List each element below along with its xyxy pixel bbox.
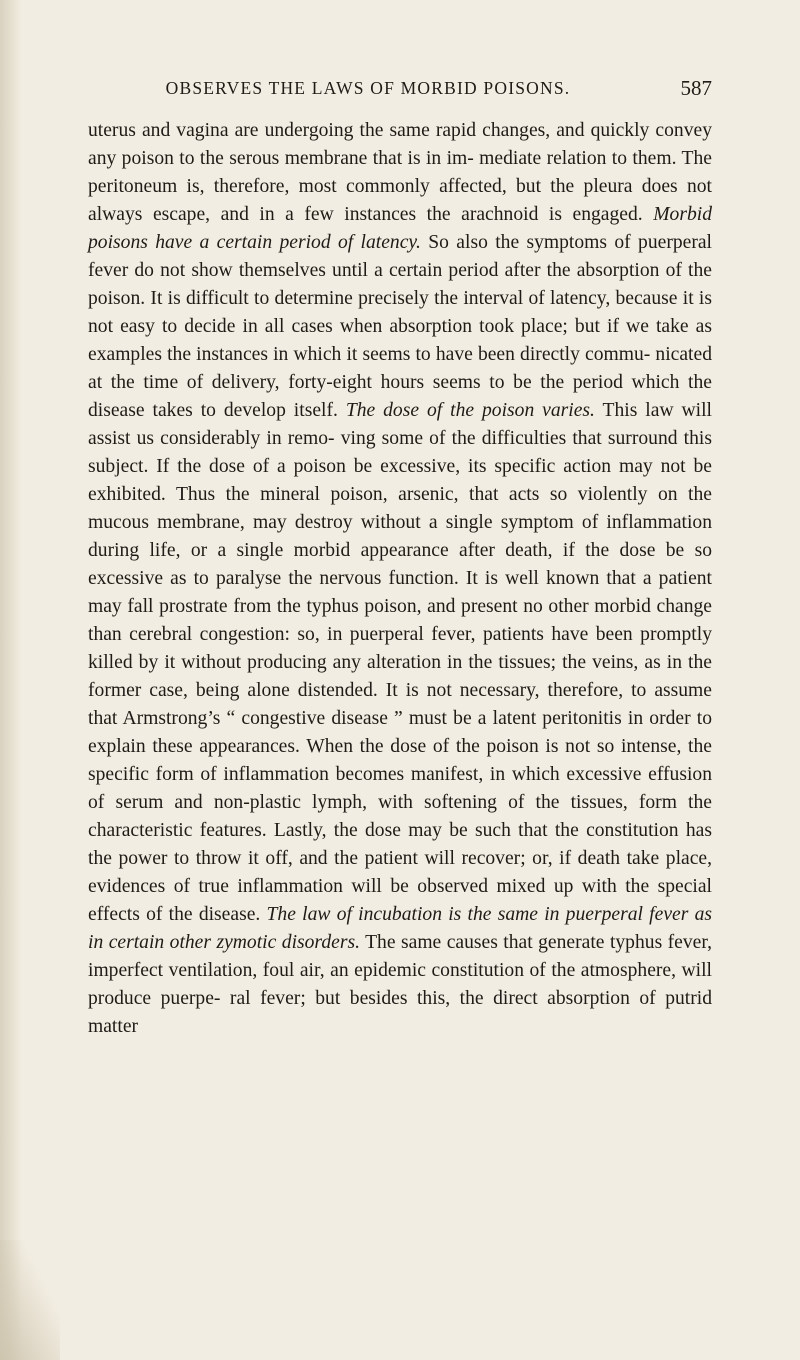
italic-heading-latency: Morbid poisons have a certain period of latency. [88, 204, 712, 253]
body-paragraph [88, 117, 712, 1041]
italic-heading-dose: The dose of the poison varies. [345, 400, 595, 421]
body-text-segment: The same causes that generate typhus fever, imperfect ventilation, foul air, an epidemic constitution of the atmosphere, will produce puerpe- ral fever; but besides this, the direct absorption of putrid matter [88, 932, 713, 1037]
page-corner-shadow [0, 1240, 60, 1360]
body-text-segment: uterus and vagina are undergoing the same rapid changes, and quickly convey any poison to the serous membrane that is in im- mediate relation to them. The peritoneum is, therefore, most commonly affected, but the pleura does not always escape, and in a few instances the arachnoid is engaged. [88, 120, 712, 225]
body-text-segment: This law will assist us considerably in remo- ving some of the difficulties that surround this subject. If the dose of a poison be excessive, its specific action may not be exhibited. Thus the mineral poison, arsenic, that acts so violently on the mucous membrane, may destroy without a single symptom of inflammation during life, or a single morbid appearance after death, if the dose be so excessive as to paralyse the nervous function. It is well known that a patient may fall prostrate from the typhus poison, and present no other morbid change than cerebral congestion: so, in puerperal fever, patients have been promptly killed by it without producing any alteration in the tissues; the veins, as in the former case, being alone distended. It is not necessary, therefore, to assume that Armstrong’s “ congestive disease ” must be a latent peritonitis in order to explain these appearances. When the dose of the poison is not so intense, the specific form of inflammation becomes manifest, in which excessive effusion of serum and non-plastic lymph, with softening of the tissues, form the characteristic features. Lastly, the dose may be such that the constitution has the power to throw it off, and the patient will recover; or, if death take place, evidences of true inflammation will be observed mixed up with the special effects of the disease. [88, 400, 712, 925]
page-header [88, 78, 712, 104]
page-number: 587 [680, 76, 712, 100]
running-head: OBSERVES THE LAWS OF MORBID POISONS. [165, 78, 571, 98]
body-text-segment: So also the symptoms of puerperal fever do not show themselves until a certain period after the absorption of the poison. It is difficult to determine precisely the interval of latency, because it is not easy to decide in all cases when absorption took place; but if we take as examples the instances in which it seems to have been directly commu- nicated at the time of delivery, forty-eight hours seems to be the period which the disease takes to develop itself. [88, 232, 713, 421]
italic-heading-incubation: The law of incubation is the same in puerperal fever as in certain other zymotic disorders. [88, 904, 712, 953]
page-gutter-shadow [0, 0, 22, 1360]
